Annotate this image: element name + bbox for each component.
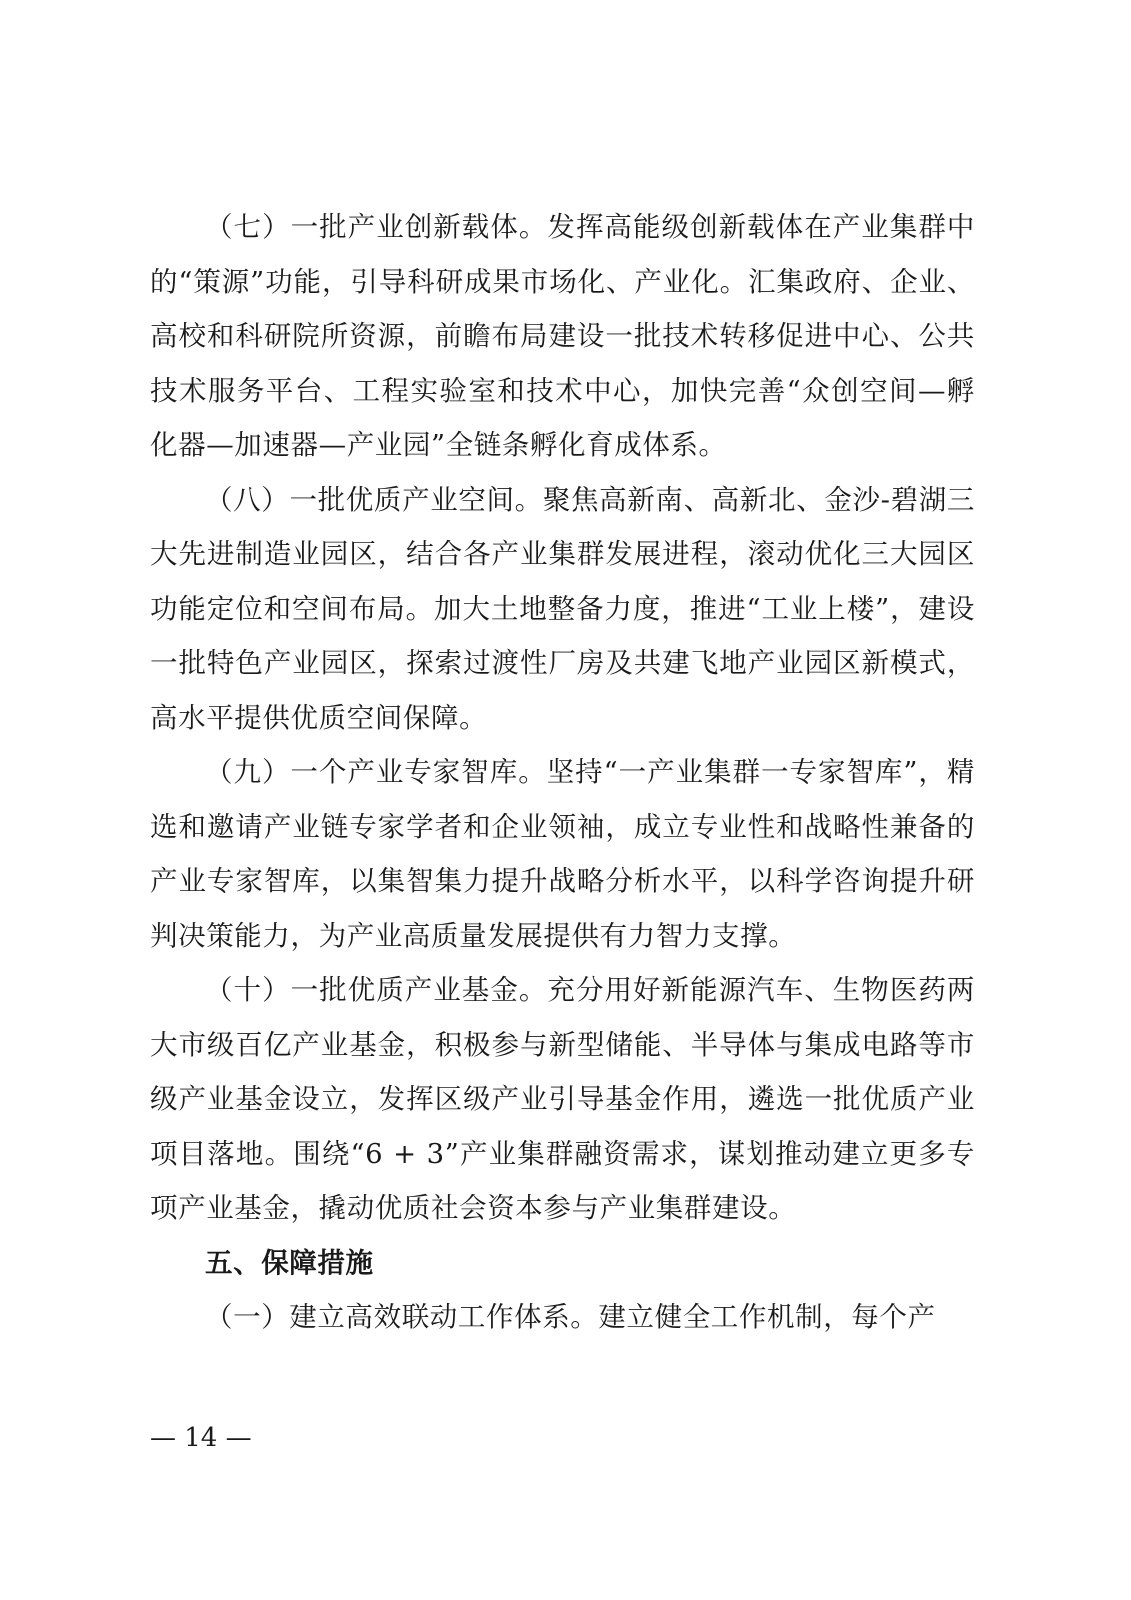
paragraph-industry-funds [150, 963, 975, 1236]
paragraph-text: 聚焦高新南、高新北、金沙-碧湖三大先进制造业园区，结合各产业集群发展进程，滚动优化三大园区功能定位和空间布局。加大土地整备力度，推进“工业上楼”，建设一批特色产业园区，探索过渡性厂房及共建飞地产业园区新模式，高水平提供优质空间保障。 [150, 483, 975, 734]
paragraph-lead: （七）一批产业创新载体。 [205, 211, 548, 243]
paragraph-text: 建立健全工作机制，每个产 [598, 1301, 936, 1333]
paragraph-lead: （十）一批优质产业基金。 [205, 974, 548, 1006]
paragraph-text: 充分用好新能源汽车、生物医药两大市级百亿产业基金，积极参与新型储能、半导体与集成电路等市级产业基金设立，发挥区级产业引导基金作用，遴选一批优质产业项目落地。围绕“6 + 3”产业集群融资需求，谋划推动建立更多专项产业基金，撬动优质社会资本参与产业集群建设。 [150, 974, 976, 1224]
paragraph-industrial-space [150, 473, 975, 746]
page-number: — 14 — [150, 1423, 252, 1453]
paragraph-lead: （九）一个产业专家智库。 [205, 756, 547, 788]
section-heading: 五、保障措施 [205, 1246, 374, 1279]
paragraph-text: 发挥高能级创新载体在产业集群中的“策源”功能，引导科研成果市场化、产业化。汇集政府、企业、高校和科研院所资源，前瞻布局建设一批技术转移促进中心、公共技术服务平台、工程实验室和技术中心，加快完善“众创空间—孵化器—加速器—产业园”全链条孵化育成体系。 [150, 211, 976, 461]
paragraph-expert-think-tank [150, 745, 975, 963]
body-text [150, 200, 975, 1345]
paragraph-work-system [150, 1290, 975, 1345]
paragraph-text: 坚持“一产业集群一专家智库”，精选和邀请产业链专家学者和企业领袖，成立专业性和战略性兼备的产业专家智库，以集智集力提升战略分析水平，以科学咨询提升研判决策能力，为产业高质量发展提供有力智力支撑。 [150, 756, 976, 952]
paragraph-lead: （八）一批优质产业空间。 [205, 483, 543, 516]
paragraph-innovation-carriers [150, 200, 975, 473]
paragraph-lead: （一）建立高效联动工作体系。 [205, 1301, 599, 1333]
